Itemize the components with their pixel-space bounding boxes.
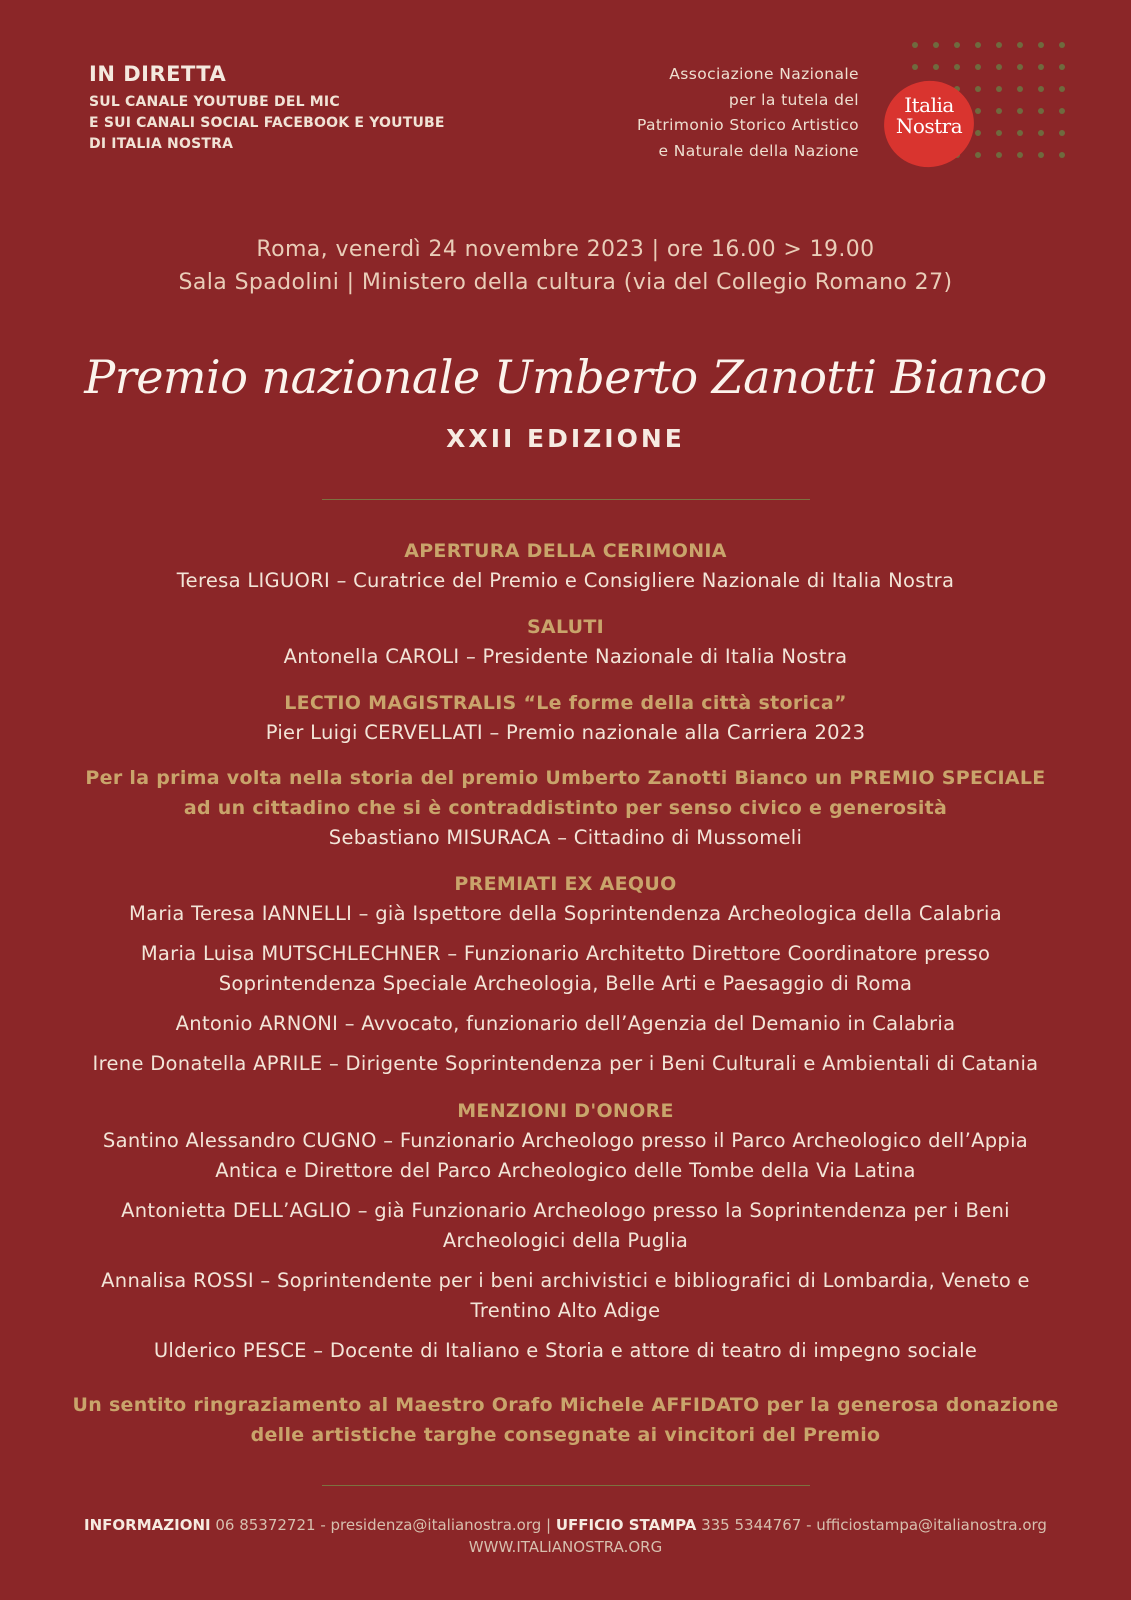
contact-line — [0, 1514, 1131, 1536]
logo-line: Italia — [904, 93, 954, 117]
program-line: Soprintendenza Speciale Archeologia, Belle Arti e Paesaggio di Roma — [218, 972, 913, 995]
divider — [322, 1485, 810, 1486]
section-heading: LECTIO MAGISTRALIS “Le forme della città storica” — [284, 692, 847, 714]
award-title: Premio nazionale Umberto Zanotti Bianco — [84, 350, 1047, 404]
press-label: UFFICIO STAMPA — [555, 1516, 697, 1534]
decorative-dot — [1038, 64, 1044, 70]
live-line: DI ITALIA NOSTRA — [89, 136, 234, 152]
association-line: Associazione Nazionale — [669, 65, 859, 83]
logo-text — [884, 95, 974, 137]
section-heading: ad un cittadino che si è contraddistinto per senso civico e generosità — [183, 797, 948, 819]
logo-line: Nostra — [895, 114, 963, 138]
decorative-dot — [1059, 42, 1065, 48]
program-line: Archeologici della Puglia — [442, 1229, 689, 1252]
decorative-dot — [996, 152, 1002, 158]
decorative-dot — [912, 42, 918, 48]
decorative-dot — [975, 108, 981, 114]
footer — [0, 1514, 1131, 1558]
thanks-line: delle artistiche targhe consegnate ai vincitori del Premio — [250, 1424, 881, 1446]
section-heading: Per la prima volta nella storia del premio Umberto Zanotti Bianco un PREMIO SPECIALE — [85, 767, 1046, 789]
section-heading: MENZIONI D'ONORE — [457, 1100, 674, 1122]
live-line: E SUI CANALI SOCIAL FACEBOOK E YOUTUBE — [89, 115, 445, 131]
decorative-dot — [1059, 86, 1065, 92]
decorative-dot — [975, 42, 981, 48]
section-heading: SALUTI — [526, 616, 605, 638]
decorative-dot — [933, 64, 939, 70]
decorative-dot — [1017, 42, 1023, 48]
edition-label: XXII EDIZIONE — [446, 424, 685, 453]
decorative-dot — [1017, 130, 1023, 136]
program-line: Antica e Direttore del Parco Archeologico delle Tombe della Via Latina — [215, 1159, 916, 1182]
decorative-dot — [975, 64, 981, 70]
ex-aequo-section — [0, 869, 1131, 1079]
program-line: Pier Luigi CERVELLATI – Premio nazionale alla Carriera 2023 — [265, 721, 866, 744]
decorative-dot — [954, 42, 960, 48]
program-line: Irene Donatella APRILE – Dirigente Soprintendenza per i Beni Culturali e Ambientali di Catania — [92, 1052, 1039, 1075]
decorative-dot — [996, 64, 1002, 70]
decorative-dot — [1038, 108, 1044, 114]
decorative-dot — [996, 86, 1002, 92]
decorative-dot — [975, 130, 981, 136]
program-line: Antonella CAROLI – Presidente Nazionale di Italia Nostra — [283, 645, 848, 668]
association-line: Patrimonio Storico Artistico — [636, 116, 859, 134]
event-date: Roma, venerdì 24 novembre 2023 | ore 16.00 > 19.00 — [256, 237, 875, 262]
thanks-section — [0, 1390, 1131, 1450]
decorative-dot — [1017, 86, 1023, 92]
divider — [322, 499, 810, 500]
program-line: Antonio ARNONI – Avvocato, funzionario dell’Agenzia del Demanio in Calabria — [175, 1012, 956, 1035]
decorative-dot — [1059, 64, 1065, 70]
decorative-dot — [996, 130, 1002, 136]
section-heading: PREMIATI EX AEQUO — [454, 873, 677, 895]
opening-section — [0, 536, 1131, 596]
decorative-dot — [1038, 152, 1044, 158]
program-line: Sebastiano MISURACA – Cittadino di Mussomeli — [328, 826, 803, 849]
event-venue: Sala Spadolini | Ministero della cultura (via del Collegio Romano 27) — [178, 270, 953, 295]
decorative-dot — [1017, 152, 1023, 158]
program-line: Maria Luisa MUTSCHLECHNER – Funzionario Architetto Direttore Coordinatore presso — [140, 942, 991, 965]
decorative-dot — [975, 152, 981, 158]
lectio-section — [0, 688, 1131, 748]
program-line: Trentino Alto Adige — [470, 1299, 661, 1322]
program-line: Ulderico PESCE – Docente di Italiano e Storia e attore di teatro di impegno sociale — [153, 1339, 978, 1362]
decorative-dot — [1038, 130, 1044, 136]
decorative-dot — [954, 64, 960, 70]
decorative-dot — [912, 64, 918, 70]
association-line: e Naturale della Nazione — [658, 141, 859, 160]
decorative-dot — [1038, 86, 1044, 92]
decorative-dot — [1017, 64, 1023, 70]
decorative-dot — [933, 42, 939, 48]
special-prize-section — [0, 763, 1131, 853]
live-title: IN DIRETTA — [89, 62, 227, 86]
decorative-dot — [996, 108, 1002, 114]
association-line: per la tutela del — [728, 90, 859, 109]
section-heading: APERTURA DELLA CERIMONIA — [404, 540, 727, 562]
program-line: Maria Teresa IANNELLI – già Ispettore della Soprintendenza Archeologica della Calabria — [128, 902, 1003, 925]
program-line: Antonietta DELL’AGLIO – già Funzionario Archeologo presso la Soprintendenza per i Beni — [121, 1199, 1010, 1222]
website-link[interactable]: WWW.ITALIANOSTRA.ORG — [468, 1538, 663, 1556]
honorable-mentions-section — [0, 1096, 1131, 1366]
live-line: SUL CANALE YOUTUBE DEL MIC — [89, 94, 340, 110]
program-line: Teresa LIGUORI – Curatrice del Premio e Consigliere Nazionale di Italia Nostra — [176, 569, 955, 592]
live-stream-notice — [89, 62, 445, 155]
decorative-dot — [1059, 152, 1065, 158]
press-contact: 335 5344767 - ufficiostampa@italianostra.org — [696, 1516, 1047, 1534]
decorative-dot — [1059, 108, 1065, 114]
association-description — [637, 62, 859, 164]
decorative-dot — [996, 42, 1002, 48]
program-line: Santino Alessandro CUGNO – Funzionario Archeologo presso il Parco Archeologico dell’Appia — [102, 1129, 1029, 1152]
decorative-dot — [1017, 108, 1023, 114]
decorative-dot — [975, 86, 981, 92]
decorative-dot — [1038, 42, 1044, 48]
thanks-line: Un sentito ringraziamento al Maestro Orafo Michele AFFIDATO per la generosa donazione — [72, 1394, 1059, 1416]
program-line: Annalisa ROSSI – Soprintendente per i beni archivistici e bibliografici di Lombardia, Veneto e — [101, 1269, 1030, 1292]
info-contact: 06 85372721 - presidenza@italianostra.org | — [210, 1516, 556, 1534]
greetings-section — [0, 612, 1131, 672]
decorative-dot — [1059, 130, 1065, 136]
info-label: INFORMAZIONI — [84, 1516, 211, 1534]
